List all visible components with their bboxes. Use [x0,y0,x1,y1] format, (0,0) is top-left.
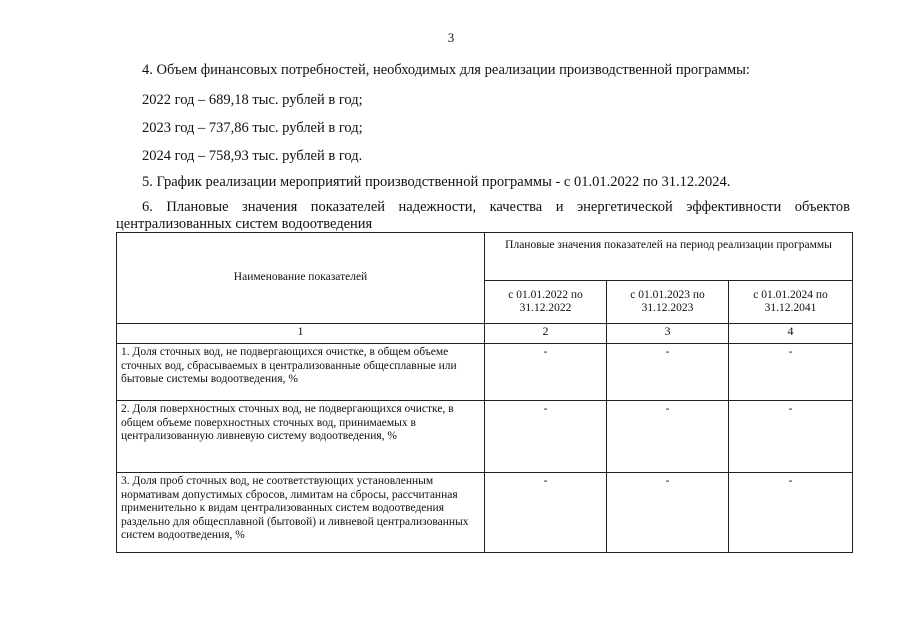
table-row [117,344,853,401]
page-number: 3 [447,30,455,45]
indicator-value: - [729,344,853,401]
column-number: 2 [485,324,607,344]
header-period-2023: с 01.01.2023 по 31.12.2023 [607,281,729,324]
paragraph-indicators-title: 6. Плановые значения показателей надежности, качества и энергетической эффективности объектов централизованных систем водоотведения [116,199,850,232]
indicator-value: - [729,473,853,553]
header-period-2022: с 01.01.2022 по 31.12.2022 [485,281,607,324]
header-planned-values: Плановые значения показателей на период реализации программы [485,233,853,281]
table-row [117,401,853,473]
indicator-value: - [607,473,729,553]
column-number-row [117,324,853,344]
indicator-value: - [485,344,607,401]
column-number: 4 [729,324,853,344]
paragraph-financial-needs: 4. Объем финансовых потребностей, необходимых для реализации производственной программы: [142,62,750,78]
financial-need-2022: 2022 год – 689,18 тыс. рублей в год; [142,92,363,108]
indicator-value: - [485,401,607,473]
financial-need-2023: 2023 год – 737,86 тыс. рублей в год; [142,120,363,136]
indicator-name: 2. Доля поверхностных сточных вод, не подвергающихся очистке, в общем объеме поверхностных сточных вод, принимаемых в централизованную ливневую систему водоотведения, % [117,401,485,473]
header-period-2024: с 01.01.2024 по 31.12.2041 [729,281,853,324]
table-header-row [117,233,853,281]
financial-need-2024: 2024 год – 758,93 тыс. рублей в год. [142,148,363,164]
column-number: 1 [117,324,485,344]
table-row [117,473,853,553]
column-number: 3 [607,324,729,344]
indicators-table [116,232,853,553]
paragraph-schedule: 5. График реализации мероприятий производственной программы - с 01.01.2022 по 31.12.2024. [142,174,731,190]
header-indicator-name: Наименование показателей [117,233,485,324]
indicator-name: 1. Доля сточных вод, не подвергающихся очистке, в общем объеме сточных вод, сбрасываемых в централизованные общесплавные или бытовые системы водоотведения, % [117,344,485,401]
indicator-value: - [729,401,853,473]
indicator-value: - [607,401,729,473]
indicator-value: - [607,344,729,401]
indicator-value: - [485,473,607,553]
indicator-name: 3. Доля проб сточных вод, не соответствующих установленным нормативам допустимых сбросов, лимитам на сбросы, рассчитанная применительно к видам централизованных систем водоотведения раздельно для общесплавной (бытовой) и ливневой централизованных систем водоотведения, % [117,473,485,553]
